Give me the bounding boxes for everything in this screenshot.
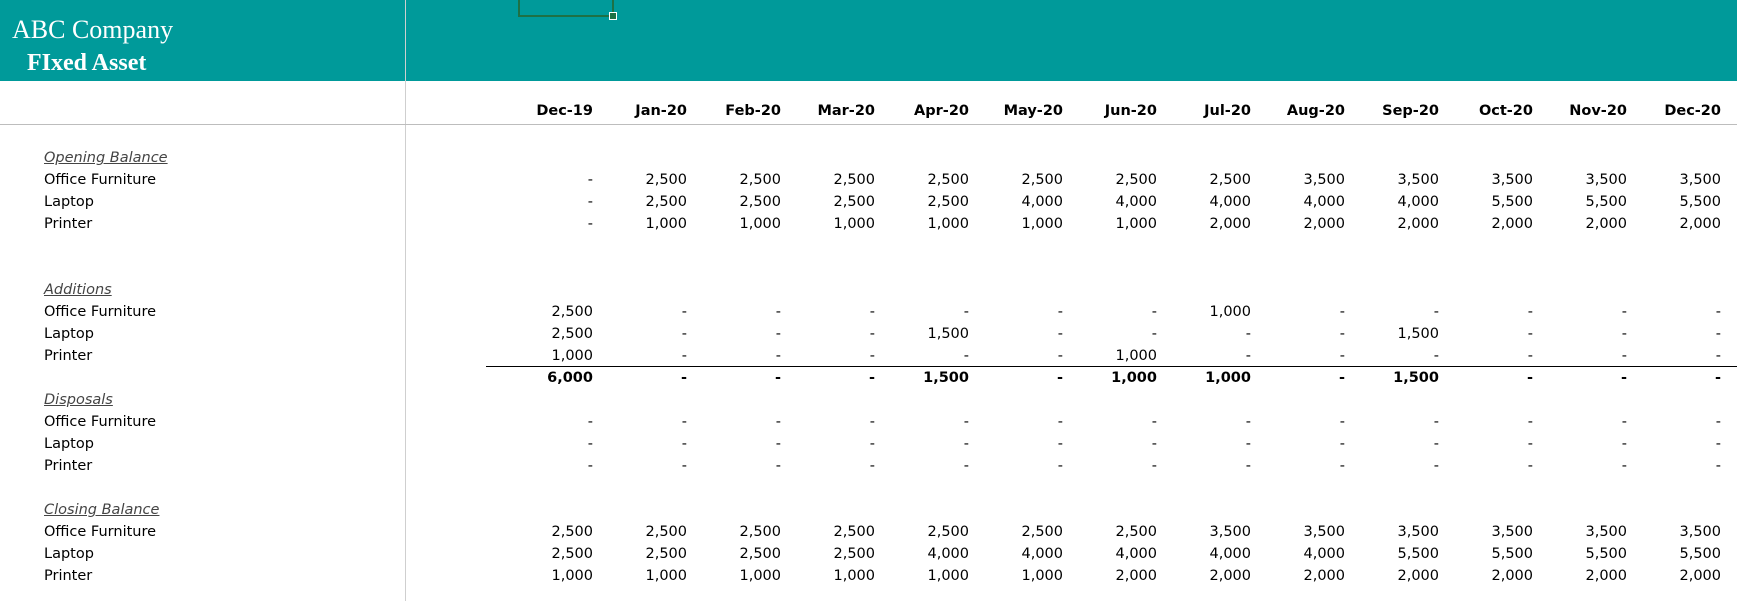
value-cell[interactable]: 2,500: [551, 524, 593, 540]
fill-handle[interactable]: [609, 12, 617, 20]
value-cell[interactable]: 3,500: [1679, 524, 1721, 540]
value-cell[interactable]: 2,000: [1397, 568, 1439, 584]
value-cell[interactable]: -: [681, 348, 687, 364]
value-cell[interactable]: 1,000: [739, 568, 781, 584]
value-cell[interactable]: -: [1245, 458, 1251, 474]
value-cell[interactable]: 3,500: [1679, 172, 1721, 188]
value-cell[interactable]: -: [1057, 304, 1063, 320]
value-cell[interactable]: -: [1245, 414, 1251, 430]
value-cell[interactable]: -: [587, 414, 593, 430]
value-cell[interactable]: -: [1715, 458, 1721, 474]
value-cell[interactable]: 2,500: [739, 194, 781, 210]
value-cell[interactable]: 2,000: [1585, 568, 1627, 584]
month-header: Apr-20: [914, 103, 969, 119]
total-cell[interactable]: -: [1714, 370, 1721, 386]
value-cell[interactable]: 1,000: [1115, 348, 1157, 364]
value-cell[interactable]: 5,500: [1491, 194, 1533, 210]
value-cell[interactable]: 4,000: [1021, 194, 1063, 210]
value-cell[interactable]: 2,500: [739, 524, 781, 540]
sheet-subtitle: FIxed Asset: [27, 50, 147, 76]
value-cell[interactable]: -: [1621, 458, 1627, 474]
value-cell[interactable]: 2,500: [739, 546, 781, 562]
value-cell[interactable]: 2,500: [645, 194, 687, 210]
row-label: Printer: [44, 458, 93, 474]
section-title: Closing Balance: [44, 502, 160, 518]
value-cell[interactable]: -: [1339, 348, 1345, 364]
value-cell[interactable]: -: [869, 458, 875, 474]
value-cell[interactable]: 2,000: [1585, 216, 1627, 232]
value-cell[interactable]: 1,000: [645, 568, 687, 584]
value-cell[interactable]: 1,000: [551, 568, 593, 584]
value-cell[interactable]: 1,000: [927, 216, 969, 232]
value-cell[interactable]: 2,500: [927, 172, 969, 188]
value-cell[interactable]: -: [963, 436, 969, 452]
total-cell[interactable]: -: [1620, 370, 1627, 386]
value-cell[interactable]: 4,000: [1209, 546, 1251, 562]
value-cell[interactable]: 4,000: [1303, 546, 1345, 562]
total-cell[interactable]: -: [1338, 370, 1345, 386]
value-cell[interactable]: -: [869, 326, 875, 342]
value-cell[interactable]: -: [775, 414, 781, 430]
value-cell[interactable]: 2,500: [833, 546, 875, 562]
value-cell[interactable]: 1,500: [1397, 326, 1439, 342]
value-cell[interactable]: -: [869, 436, 875, 452]
value-cell[interactable]: -: [1339, 414, 1345, 430]
value-cell[interactable]: 2,500: [645, 546, 687, 562]
month-header: Dec-20: [1664, 103, 1721, 119]
value-cell[interactable]: 5,500: [1397, 546, 1439, 562]
value-cell[interactable]: -: [1527, 326, 1533, 342]
total-cell[interactable]: 1,000: [1205, 370, 1251, 386]
value-cell[interactable]: -: [1433, 304, 1439, 320]
section-title: Additions: [44, 282, 112, 298]
value-cell[interactable]: 2,500: [833, 524, 875, 540]
value-cell[interactable]: -: [587, 436, 593, 452]
value-cell[interactable]: 3,500: [1585, 524, 1627, 540]
month-header: Nov-20: [1569, 103, 1627, 119]
total-cell[interactable]: -: [868, 370, 875, 386]
value-cell[interactable]: 1,000: [739, 216, 781, 232]
value-cell[interactable]: 3,500: [1397, 172, 1439, 188]
value-cell[interactable]: -: [1433, 414, 1439, 430]
value-cell[interactable]: -: [1715, 348, 1721, 364]
value-cell[interactable]: -: [1151, 326, 1157, 342]
value-cell[interactable]: -: [1057, 414, 1063, 430]
value-cell[interactable]: 1,000: [927, 568, 969, 584]
value-cell[interactable]: 1,000: [1115, 216, 1157, 232]
month-header: Oct-20: [1478, 103, 1533, 119]
value-cell[interactable]: 2,500: [551, 326, 593, 342]
value-cell[interactable]: 3,500: [1209, 524, 1251, 540]
value-cell[interactable]: 1,000: [551, 348, 593, 364]
value-cell[interactable]: 2,500: [1021, 524, 1063, 540]
value-cell[interactable]: -: [587, 172, 593, 188]
value-cell[interactable]: -: [1621, 414, 1627, 430]
value-cell[interactable]: 2,500: [833, 172, 875, 188]
month-header: Jul-20: [1204, 103, 1251, 119]
value-cell[interactable]: -: [681, 414, 687, 430]
value-cell[interactable]: 4,000: [1303, 194, 1345, 210]
value-cell[interactable]: 2,000: [1303, 216, 1345, 232]
value-cell[interactable]: 2,500: [1115, 172, 1157, 188]
value-cell[interactable]: -: [1715, 326, 1721, 342]
value-cell[interactable]: 2,000: [1115, 568, 1157, 584]
month-header: Mar-20: [817, 103, 875, 119]
section-title: Opening Balance: [44, 150, 168, 166]
value-cell[interactable]: -: [1715, 436, 1721, 452]
section-title: Disposals: [44, 392, 113, 408]
value-cell[interactable]: 2,000: [1491, 568, 1533, 584]
value-cell[interactable]: 3,500: [1491, 172, 1533, 188]
value-cell[interactable]: 2,000: [1679, 216, 1721, 232]
value-cell[interactable]: 2,000: [1491, 216, 1533, 232]
value-cell[interactable]: -: [963, 304, 969, 320]
value-cell[interactable]: 1,000: [645, 216, 687, 232]
value-cell[interactable]: -: [681, 304, 687, 320]
value-cell[interactable]: -: [963, 348, 969, 364]
value-cell[interactable]: -: [1621, 304, 1627, 320]
value-cell[interactable]: 1,500: [927, 326, 969, 342]
value-cell[interactable]: 2,500: [551, 304, 593, 320]
row-label: Printer: [44, 216, 93, 232]
selected-cell[interactable]: [518, 0, 614, 17]
value-cell[interactable]: 2,500: [739, 172, 781, 188]
value-cell[interactable]: -: [775, 458, 781, 474]
value-cell[interactable]: -: [1715, 304, 1721, 320]
value-cell[interactable]: -: [869, 304, 875, 320]
month-header: Jan-20: [635, 103, 687, 119]
row-label: Office Furniture: [44, 172, 157, 188]
value-cell[interactable]: 3,500: [1491, 524, 1533, 540]
value-cell[interactable]: 5,500: [1679, 194, 1721, 210]
value-cell[interactable]: -: [1339, 436, 1345, 452]
value-cell[interactable]: 2,500: [645, 524, 687, 540]
row-label: Office Furniture: [44, 414, 157, 430]
value-cell[interactable]: -: [1057, 326, 1063, 342]
value-cell[interactable]: 1,000: [1021, 568, 1063, 584]
value-cell[interactable]: -: [681, 326, 687, 342]
value-cell[interactable]: -: [1245, 348, 1251, 364]
value-cell[interactable]: -: [1621, 436, 1627, 452]
value-cell[interactable]: -: [1715, 414, 1721, 430]
value-cell[interactable]: -: [775, 348, 781, 364]
total-cell[interactable]: 6,000: [547, 370, 593, 386]
value-cell[interactable]: -: [775, 436, 781, 452]
value-cell[interactable]: 3,500: [1397, 524, 1439, 540]
value-cell[interactable]: 2,000: [1303, 568, 1345, 584]
month-header: Aug-20: [1286, 103, 1345, 119]
value-cell[interactable]: -: [1621, 326, 1627, 342]
value-cell[interactable]: 1,000: [1021, 216, 1063, 232]
value-cell[interactable]: 2,000: [1397, 216, 1439, 232]
value-cell[interactable]: -: [1433, 458, 1439, 474]
month-header: Feb-20: [725, 103, 781, 119]
value-cell[interactable]: -: [775, 304, 781, 320]
value-cell[interactable]: -: [1339, 304, 1345, 320]
value-cell[interactable]: 5,500: [1679, 546, 1721, 562]
value-cell[interactable]: -: [775, 326, 781, 342]
value-cell[interactable]: -: [1527, 414, 1533, 430]
value-cell[interactable]: -: [1245, 436, 1251, 452]
total-cell[interactable]: -: [774, 370, 781, 386]
value-cell[interactable]: 2,500: [1115, 524, 1157, 540]
value-cell[interactable]: -: [1339, 326, 1345, 342]
value-cell[interactable]: 4,000: [1021, 546, 1063, 562]
total-cell[interactable]: -: [1526, 370, 1533, 386]
value-cell[interactable]: -: [681, 458, 687, 474]
value-cell[interactable]: 2,500: [927, 194, 969, 210]
total-cell[interactable]: 1,500: [1393, 370, 1439, 386]
value-cell[interactable]: -: [681, 436, 687, 452]
value-cell[interactable]: 1,000: [1209, 304, 1251, 320]
value-cell[interactable]: 2,500: [1209, 172, 1251, 188]
value-cell[interactable]: 4,000: [1115, 194, 1157, 210]
value-cell[interactable]: 4,000: [1209, 194, 1251, 210]
header-row-divider: [0, 124, 1737, 125]
value-cell[interactable]: -: [1057, 348, 1063, 364]
value-cell[interactable]: 4,000: [1115, 546, 1157, 562]
value-cell[interactable]: -: [1527, 436, 1533, 452]
value-cell[interactable]: -: [1057, 458, 1063, 474]
value-cell[interactable]: 2,500: [927, 524, 969, 540]
value-cell[interactable]: 2,500: [1021, 172, 1063, 188]
value-cell[interactable]: 5,500: [1491, 546, 1533, 562]
value-cell[interactable]: -: [963, 414, 969, 430]
value-cell[interactable]: -: [1151, 414, 1157, 430]
value-cell[interactable]: -: [1245, 326, 1251, 342]
total-cell[interactable]: 1,500: [923, 370, 969, 386]
value-cell[interactable]: 2,000: [1209, 216, 1251, 232]
company-name: ABC Company: [12, 15, 174, 44]
value-cell[interactable]: 5,500: [1585, 546, 1627, 562]
value-cell[interactable]: -: [1433, 348, 1439, 364]
row-label: Laptop: [44, 194, 94, 210]
value-cell[interactable]: 1,000: [833, 216, 875, 232]
value-cell[interactable]: -: [1527, 458, 1533, 474]
value-cell[interactable]: -: [1339, 458, 1345, 474]
value-cell[interactable]: 3,500: [1585, 172, 1627, 188]
value-cell[interactable]: -: [1057, 436, 1063, 452]
value-cell[interactable]: 2,500: [645, 172, 687, 188]
row-label: Office Furniture: [44, 304, 157, 320]
column-divider: [405, 0, 406, 601]
value-cell[interactable]: 2,500: [833, 194, 875, 210]
total-cell[interactable]: -: [680, 370, 687, 386]
value-cell[interactable]: -: [587, 194, 593, 210]
value-cell[interactable]: -: [1527, 348, 1533, 364]
total-underline: [486, 366, 1737, 367]
month-header: Dec-19: [536, 103, 593, 119]
value-cell[interactable]: -: [1151, 436, 1157, 452]
value-cell[interactable]: 2,000: [1209, 568, 1251, 584]
header-band: [0, 0, 1737, 81]
value-cell[interactable]: 4,000: [1397, 194, 1439, 210]
month-header: Sep-20: [1382, 103, 1439, 119]
value-cell[interactable]: -: [1527, 304, 1533, 320]
row-label: Laptop: [44, 436, 94, 452]
value-cell[interactable]: -: [869, 348, 875, 364]
value-cell[interactable]: -: [587, 458, 593, 474]
value-cell[interactable]: 4,000: [927, 546, 969, 562]
row-label: Printer: [44, 348, 93, 364]
row-label: Printer: [44, 568, 93, 584]
value-cell[interactable]: -: [869, 414, 875, 430]
value-cell[interactable]: -: [587, 216, 593, 232]
value-cell[interactable]: -: [1151, 304, 1157, 320]
value-cell[interactable]: 2,500: [551, 546, 593, 562]
total-cell[interactable]: -: [1056, 370, 1063, 386]
value-cell[interactable]: -: [1621, 348, 1627, 364]
month-header: May-20: [1003, 103, 1063, 119]
row-label: Office Furniture: [44, 524, 157, 540]
value-cell[interactable]: 3,500: [1303, 172, 1345, 188]
value-cell[interactable]: -: [963, 458, 969, 474]
row-label: Laptop: [44, 546, 94, 562]
value-cell[interactable]: 2,000: [1679, 568, 1721, 584]
value-cell[interactable]: 3,500: [1303, 524, 1345, 540]
value-cell[interactable]: 5,500: [1585, 194, 1627, 210]
row-label: Laptop: [44, 326, 94, 342]
total-cell[interactable]: 1,000: [1111, 370, 1157, 386]
month-header: Jun-20: [1104, 103, 1157, 119]
value-cell[interactable]: -: [1433, 436, 1439, 452]
value-cell[interactable]: -: [1151, 458, 1157, 474]
value-cell[interactable]: 1,000: [833, 568, 875, 584]
